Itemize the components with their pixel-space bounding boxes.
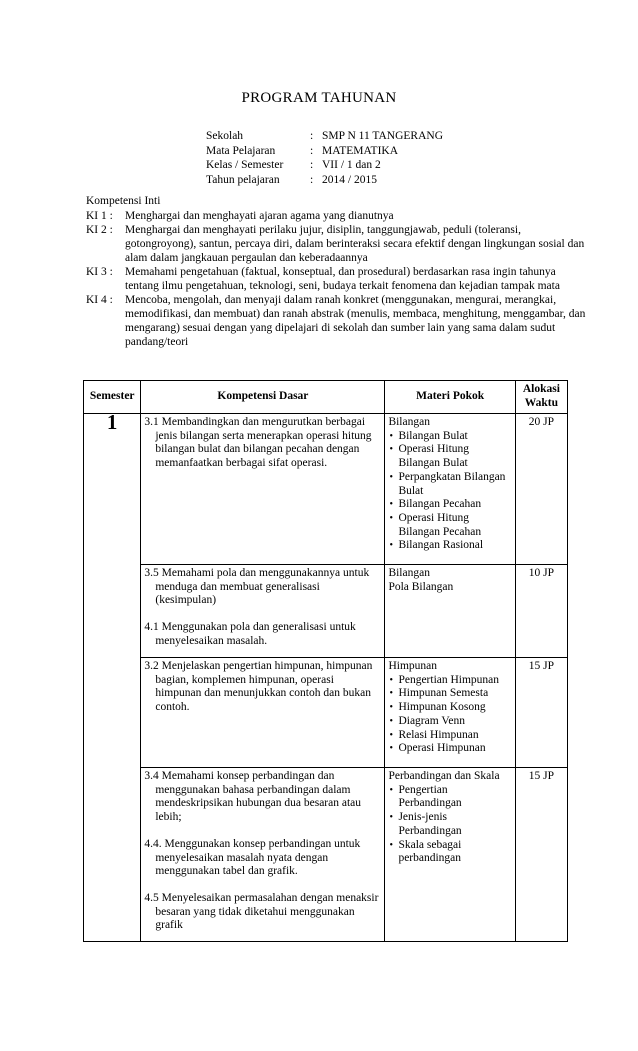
list-item: • Relasi Himpunan bbox=[389, 728, 479, 741]
ki-item bbox=[86, 265, 586, 293]
header-alokasi-waktu: Alokasi Waktu bbox=[515, 381, 567, 414]
header-semester: Semester bbox=[84, 381, 141, 414]
list-item: • Perpangkatan Bilangan Bulat bbox=[389, 470, 506, 497]
info-value: 2014 / 2015 bbox=[322, 173, 377, 186]
list-item: • Diagram Venn bbox=[389, 714, 465, 727]
info-label: Mata Pelajaran bbox=[206, 144, 276, 157]
ki-text: Mencoba, mengolah, dan menyaji dalam ranah konkret (menggunakan, mengurai, merangkai, memodifikasi, dan membuat) dan ranah abstrak (menulis, membaca, menghitung, menggambar, dan mengarang) sesuai dengan yang dipelajari di sekolah dan sumber lain yang sama dalam sudut pandang/teori bbox=[125, 294, 586, 348]
mp-cell bbox=[385, 414, 515, 565]
kd-item: 4.1 Menggunakan pola dan generalisasi untuk menyelesaikan masalah. bbox=[144, 621, 356, 647]
ki-heading: Kompetensi Inti bbox=[86, 195, 161, 207]
info-colon: : bbox=[310, 144, 314, 157]
kd-item: 3.1 Membandingkan dan mengurutkan berbagai jenis bilangan serta menerapkan operasi hitung bilangan bulat dan bilangan pecahan dengan memanfaatkan berbagai sifat operasi. bbox=[144, 416, 372, 470]
mp-list bbox=[388, 430, 511, 553]
mp-title: Himpunan bbox=[388, 660, 437, 672]
alokasi-cell: 15 JP bbox=[515, 658, 567, 768]
kd-item: 3.5 Memahami pola dan menggunakannya untuk menduga dan membuat generalisasi (kesimpulan) bbox=[144, 567, 370, 607]
ki-code: KI 4 : bbox=[86, 294, 113, 306]
alokasi-cell: 15 JP bbox=[515, 768, 567, 942]
bullet-icon: • bbox=[389, 430, 393, 442]
info-row-class bbox=[206, 158, 443, 173]
kd-item: 4.5 Menyelesaikan permasalahan dengan menaksir besaran yang tidak diketahui menggunakan grafik bbox=[144, 891, 379, 932]
bullet-icon: • bbox=[389, 812, 393, 824]
ki-item bbox=[86, 293, 586, 349]
table-row bbox=[84, 658, 568, 768]
ki-code: KI 2 : bbox=[86, 224, 113, 236]
list-item: • Operasi Hitung Bilangan Bulat bbox=[389, 443, 470, 470]
table-header-row bbox=[84, 381, 568, 414]
list-item: • Pengertian Perbandingan bbox=[389, 783, 462, 810]
info-colon: : bbox=[310, 130, 314, 142]
info-row-school bbox=[206, 129, 443, 144]
bullet-icon: • bbox=[389, 743, 393, 755]
mp-cell bbox=[385, 658, 515, 768]
mp-list bbox=[388, 784, 511, 866]
header-materi-pokok: Materi Pokok bbox=[385, 381, 515, 414]
info-value: SMP N 11 TANGERANG bbox=[322, 130, 444, 142]
ki-text: Memahami pengetahuan (faktual, konseptual, dan prosedural) berdasarkan rasa ingin tahunya tentang ilmu pengetahuan, teknologi, seni, budaya terkait fenomena dan kejadian tampak mata bbox=[125, 266, 560, 292]
school-info bbox=[206, 129, 443, 187]
info-value: MATEMATIKA bbox=[322, 144, 399, 157]
ki-code: KI 3 : bbox=[86, 266, 113, 278]
mp-plain: Pola Bilangan bbox=[388, 580, 454, 593]
info-row-year bbox=[206, 173, 443, 188]
kd-cell bbox=[141, 565, 385, 658]
ki-text: Menghargai dan menghayati ajaran agama yang dianutnya bbox=[125, 210, 394, 222]
bullet-icon: • bbox=[389, 784, 393, 796]
ki-item bbox=[86, 209, 586, 223]
info-colon: : bbox=[310, 159, 314, 172]
table-row bbox=[84, 565, 568, 658]
bullet-icon: • bbox=[389, 702, 393, 714]
info-colon: : bbox=[310, 173, 314, 186]
alokasi-cell: 20 JP bbox=[515, 414, 567, 565]
mp-title: Perbandingan dan Skala bbox=[388, 770, 500, 782]
list-item: • Skala sebagai perbandingan bbox=[389, 838, 462, 865]
info-label: Tahun pelajaran bbox=[206, 173, 280, 186]
list-item: • Bilangan Rasional bbox=[389, 539, 484, 552]
bullet-icon: • bbox=[389, 839, 393, 851]
bullet-icon: • bbox=[389, 715, 393, 727]
list-item: • Operasi Himpunan bbox=[389, 742, 486, 755]
mp-cell bbox=[385, 565, 515, 658]
kd-cell bbox=[141, 658, 385, 768]
page-title: PROGRAM TAHUNAN bbox=[241, 90, 397, 106]
mp-title: Bilangan bbox=[388, 567, 430, 579]
kd-cell bbox=[141, 414, 385, 565]
kompetensi-inti bbox=[86, 194, 586, 349]
bullet-icon: • bbox=[389, 674, 393, 686]
mp-cell bbox=[385, 768, 515, 942]
mp-list bbox=[388, 674, 511, 756]
list-item: • Jenis-jenis Perbandingan bbox=[389, 811, 462, 837]
ki-code: KI 1 : bbox=[86, 210, 113, 222]
info-label: Sekolah bbox=[206, 130, 244, 142]
ki-item bbox=[86, 223, 586, 265]
kd-item: 3.2 Menjelaskan pengertian himpunan, himpunan bagian, komplemen himpunan, operasi himpunan dan menunjukkan contoh dan bukan contoh. bbox=[144, 660, 373, 714]
bullet-icon: • bbox=[389, 688, 393, 700]
info-row-subject bbox=[206, 144, 443, 159]
list-item: • Bilangan Bulat bbox=[389, 429, 468, 442]
list-item: • Pengertian Himpunan bbox=[389, 673, 500, 686]
table-row bbox=[84, 414, 568, 565]
bullet-icon: • bbox=[389, 499, 393, 511]
list-item: • Himpunan Semesta bbox=[389, 687, 489, 700]
info-value: VII / 1 dan 2 bbox=[322, 159, 381, 172]
kd-cell bbox=[141, 768, 385, 942]
bullet-icon: • bbox=[389, 444, 393, 456]
kd-item: 3.4 Memahami konsep perbandingan dan menggunakan bahasa perbandingan dalam mendeskripsikan hubungan dua besaran atau lebih; bbox=[144, 770, 362, 824]
semester-cell: 1 bbox=[84, 414, 141, 942]
list-item: • Himpunan Kosong bbox=[389, 701, 486, 714]
list-item: • Operasi Hitung Bilangan Pecahan bbox=[389, 511, 482, 538]
bullet-icon: • bbox=[389, 540, 393, 552]
mp-title: Bilangan bbox=[388, 416, 430, 428]
bullet-icon: • bbox=[389, 729, 393, 741]
ki-text: Menghargai dan menghayati perilaku jujur, disiplin, tanggungjawab, peduli (toleransi, gotongroyong), santun, percaya diri, dalam berinteraksi secara efektif dengan lingkungan sosial dan alam dalam jangkauan pergaulan dan keberadaannya bbox=[125, 224, 585, 264]
program-table bbox=[83, 380, 568, 942]
header-kompetensi-dasar: Kompetensi Dasar bbox=[141, 381, 385, 414]
kd-item: 4.4. Menggunakan konsep perbandingan untuk menyelesaikan masalah nyata dengan menggunakan tabel dan grafik. bbox=[144, 837, 361, 878]
list-item: • Bilangan Pecahan bbox=[389, 498, 482, 511]
table-row bbox=[84, 768, 568, 942]
bullet-icon: • bbox=[389, 471, 393, 483]
alokasi-cell: 10 JP bbox=[515, 565, 567, 658]
info-label: Kelas / Semester bbox=[206, 159, 284, 172]
bullet-icon: • bbox=[389, 512, 393, 524]
